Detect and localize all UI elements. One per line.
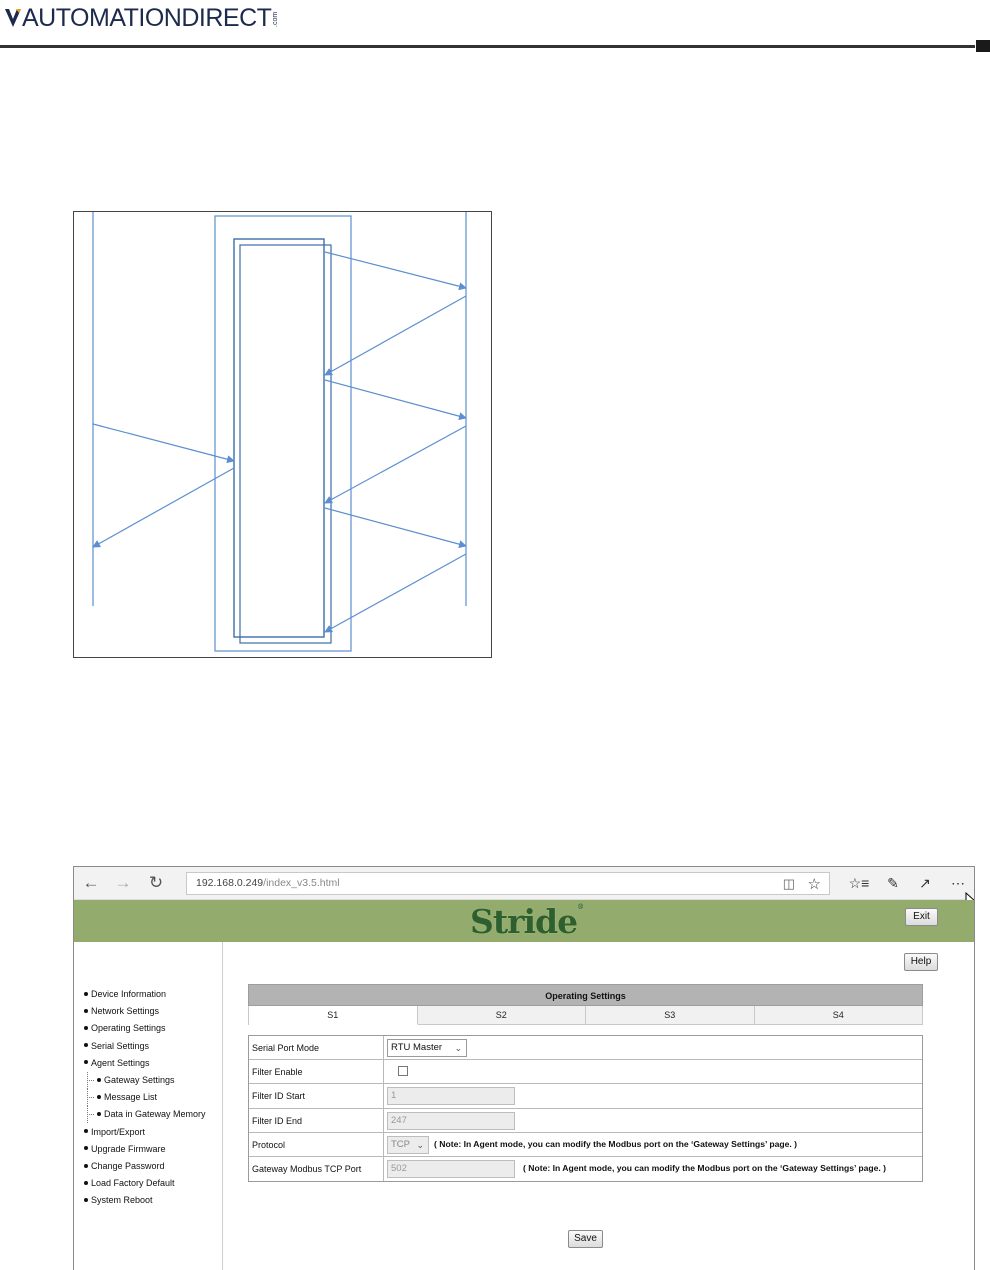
sidebar-item-system-reboot[interactable]: System Reboot [84,1192,206,1209]
arrow-request-3 [325,508,466,546]
activation-bar-outer [234,239,324,637]
form-row [249,1133,922,1157]
sidebar-item-load-factory-default[interactable]: Load Factory Default [84,1175,206,1192]
bullet-icon [84,1198,88,1202]
protocol-select[interactable] [387,1136,429,1154]
reading-view-icon[interactable]: ◫ [782,876,795,891]
chevron-down-icon: ⌄ [454,1043,462,1053]
sequence-diagram [73,211,492,658]
back-arrow-icon[interactable]: ← [82,873,100,892]
address-path: /index_v3.5.html [263,877,340,889]
bullet-icon [84,1009,88,1013]
panel-title: Operating Settings [248,984,923,1006]
arrow-master-request [93,424,234,461]
sequence-diagram-svg [74,212,491,657]
bullet-icon [84,1043,88,1047]
sidebar-item-import-export[interactable]: Import/Export [84,1124,206,1141]
chevron-down-icon: ⌄ [416,1139,424,1150]
port-tabs [248,1006,923,1025]
favorites-list-icon[interactable]: ☆≡ [848,875,870,891]
header-rule [0,45,975,48]
sidebar-item-device-information[interactable]: Device Information [84,986,206,1003]
more-menu-icon[interactable]: ⋯ [951,875,965,891]
address-bar[interactable] [186,872,830,895]
brand-suffix: .com [272,11,280,27]
filter-id-start-input[interactable]: 1 [387,1087,515,1105]
activation-bar-inner [240,245,331,643]
serial-port-mode-value: RTU Master [391,1042,443,1053]
gateway-modbus-tcp-port-input[interactable]: 502 [387,1160,515,1178]
tab-s3[interactable]: S3 [586,1006,755,1025]
bullet-icon [84,1060,88,1064]
bullet-icon [97,1095,101,1099]
sidebar-item-network-settings[interactable]: Network Settings [84,1003,206,1020]
sidebar-item-operating-settings[interactable]: Operating Settings [84,1020,206,1037]
address-host: 192.168.0.249 [196,877,264,889]
protocol-note: ( Note: In Agent mode, you can modify the Modbus port on the ‘Gateway Settings’ page. ) [434,1138,798,1149]
operating-settings-panel [248,984,923,1025]
stride-logo-mark: ® [577,902,584,911]
form-row [249,1060,922,1084]
serial-port-mode-label: Serial Port Mode [249,1036,384,1059]
arrow-response-2 [325,426,466,503]
favorite-star-icon[interactable]: ☆ [807,876,821,893]
arrow-response-3 [325,554,466,632]
sidebar-item-serial-settings[interactable]: Serial Settings [84,1038,206,1055]
sidebar-item-message-list[interactable]: Message List [84,1089,206,1106]
sidebar [74,942,223,1270]
bullet-icon [84,1146,88,1150]
save-button[interactable]: Save [568,1230,603,1248]
sidebar-item-gateway-settings[interactable]: Gateway Settings [84,1072,206,1089]
bullet-icon [97,1112,101,1116]
bullet-icon [97,1078,101,1082]
address-text [196,877,340,889]
arrow-request-1 [325,252,466,288]
gateway-modbus-tcp-port-label: Gateway Modbus TCP Port [249,1157,384,1181]
arrow-request-2 [325,380,466,418]
filter-id-start-label: Filter ID Start [249,1084,384,1107]
tab-s2[interactable]: S2 [418,1006,587,1025]
bullet-icon [84,1181,88,1185]
sidebar-item-data-in-gateway-memory[interactable]: Data in Gateway Memory [84,1106,206,1123]
serial-port-mode-select[interactable] [387,1039,467,1057]
bullet-icon [84,992,88,996]
brand-name: AUTOMATIONDIRECT [22,4,272,32]
tab-s1[interactable]: S1 [249,1006,418,1025]
share-icon[interactable]: ↗ [919,875,931,891]
tab-s4[interactable]: S4 [755,1006,924,1025]
forward-arrow-icon[interactable]: → [114,873,132,892]
form-row [249,1036,922,1060]
filter-id-end-label: Filter ID End [249,1109,384,1132]
arrow-response-1 [325,296,466,375]
sidebar-item-upgrade-firmware[interactable]: Upgrade Firmware [84,1141,206,1158]
form-row [249,1157,922,1181]
bullet-icon [84,1129,88,1133]
header-rule-marker [976,40,990,52]
sidebar-menu [84,986,206,1209]
web-ui-screenshot [73,866,975,1270]
exit-button[interactable]: Exit [905,908,938,926]
refresh-icon[interactable]: ↻ [148,873,164,892]
brand-logo [4,3,279,33]
sidebar-item-change-password[interactable]: Change Password [84,1158,206,1175]
form-row [249,1084,922,1108]
filter-id-end-input[interactable]: 247 [387,1112,515,1130]
filter-enable-checkbox[interactable] [398,1066,408,1076]
gateway-modbus-tcp-port-note: ( Note: In Agent mode, you can modify the Modbus port on the ‘Gateway Settings’ page. ) [523,1162,887,1173]
browser-toolbar [74,867,974,900]
protocol-value: TCP [391,1138,410,1150]
bullet-icon [84,1164,88,1168]
filter-enable-label: Filter Enable [249,1060,384,1083]
stride-logo-text: Stride [470,902,578,941]
form-row [249,1109,922,1133]
arrow-master-response [93,468,234,547]
help-button[interactable]: Help [904,953,938,971]
brand-v-icon [4,7,22,29]
protocol-label: Protocol [249,1133,384,1156]
stride-logo [470,902,583,941]
settings-form [248,1035,923,1182]
pen-note-icon[interactable]: ✎ [887,875,899,891]
bullet-icon [84,1026,88,1030]
sidebar-item-agent-settings[interactable]: Agent Settings [84,1055,206,1072]
app-banner [74,900,974,942]
